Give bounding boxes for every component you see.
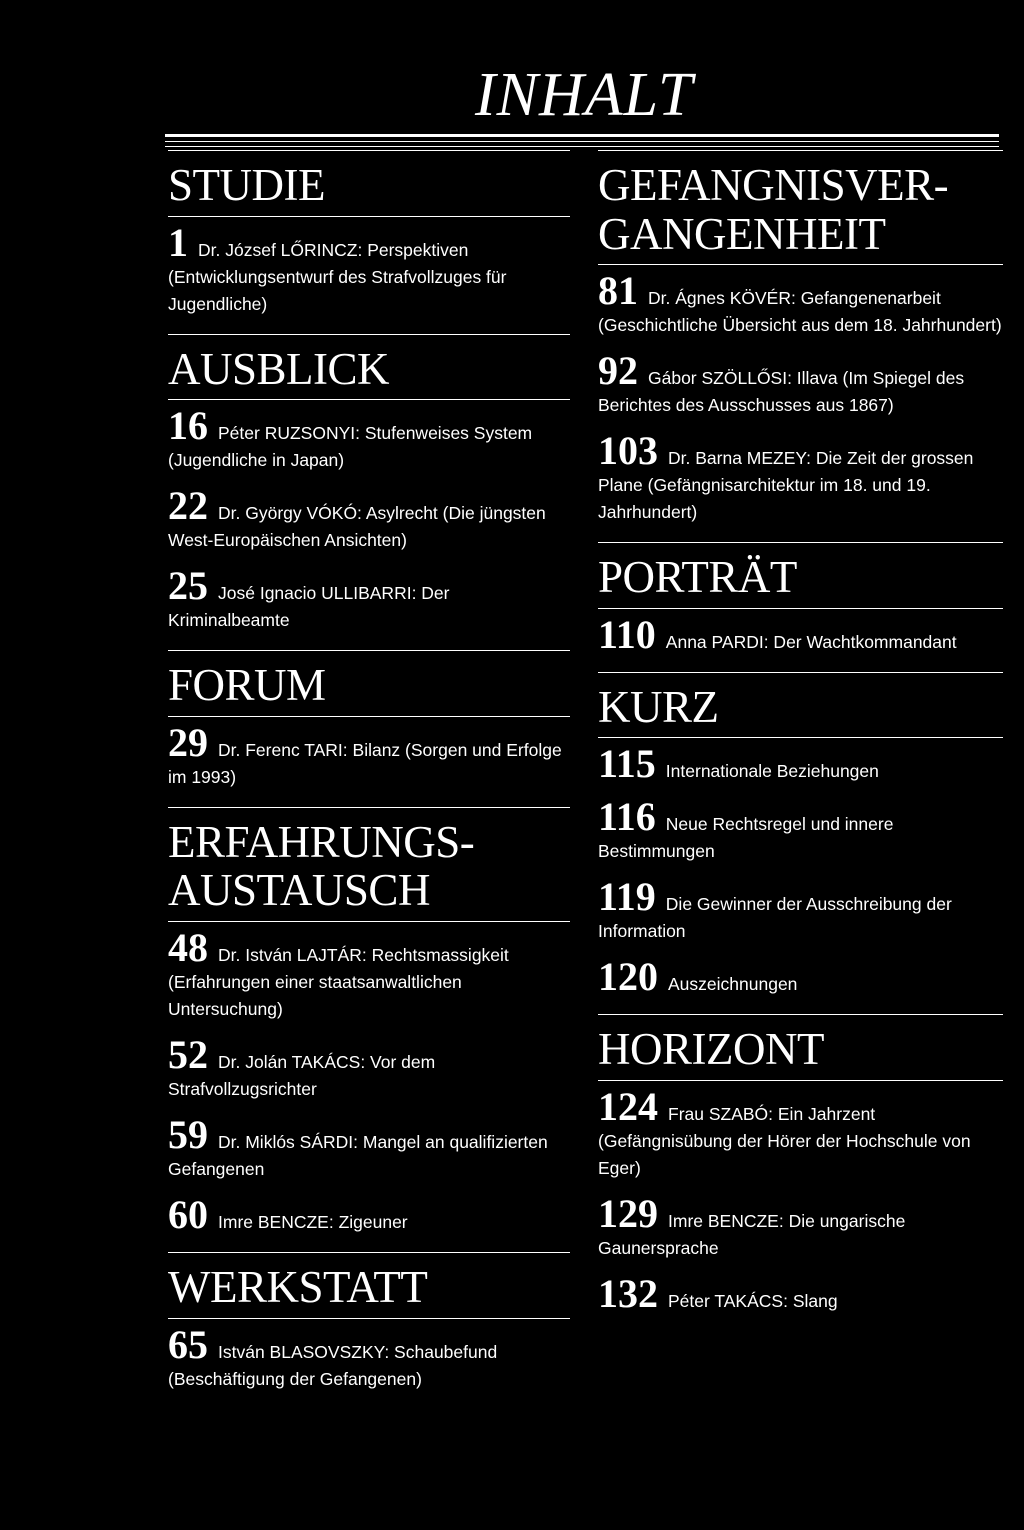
toc-page-number: 103 (598, 428, 658, 474)
toc-page-number: 48 (168, 924, 208, 970)
section-heading-forum (168, 651, 570, 716)
toc-entry (598, 791, 1003, 871)
section-heading-line: GANGENHEIT (598, 208, 886, 259)
toc-entry (168, 560, 570, 640)
section-heading-line: KURZ (598, 681, 719, 732)
toc-entry (598, 425, 1003, 532)
section-heading-line: ERFAHRUNGS- (168, 816, 475, 867)
toc-entry (598, 1188, 1003, 1268)
toc-page-number: 81 (598, 268, 638, 314)
toc-entry (168, 480, 570, 560)
toc-entry-text: Imre BENCZE: Die ungarische Gaunersprache (598, 1210, 906, 1258)
toc-entry (598, 738, 1003, 791)
toc-entry (168, 1189, 570, 1242)
section-heading-line: GEFANGNISVER- (598, 160, 949, 210)
toc-entry (168, 1109, 570, 1189)
toc-page-number: 59 (168, 1111, 208, 1157)
toc-entry (598, 871, 1003, 951)
toc-page-number: 120 (598, 954, 658, 1000)
toc-page-number: 65 (168, 1321, 208, 1367)
toc-entry-text: Dr. István LAJTÁR: Rechtsmassigkeit (Erfahrungen einer staatsanwaltlichen Untersuchung) (168, 944, 509, 1019)
toc-entry-text: Péter TAKÁCS: Slang (668, 1290, 838, 1311)
page-title: INHALT (475, 61, 694, 129)
toc-page-number: 115 (598, 741, 656, 787)
section-heading-line: HORIZONT (598, 1024, 824, 1075)
toc-entry (598, 951, 1003, 1004)
section-heading-ausblick (168, 335, 570, 400)
toc-entry-text: Frau SZABÓ: Ein Jahrzent (Gefängnisübung der Hörer der Hochschule von Eger) (598, 1103, 971, 1178)
section-heading-gefangnisver-gangenheit (598, 151, 1003, 264)
section-heading-line: WERKSTATT (168, 1261, 428, 1312)
toc-entry (168, 400, 570, 480)
toc-entry-text: Dr. Ferenc TARI: Bilanz (Sorgen und Erfolge im 1993) (168, 739, 562, 787)
toc-entry (168, 922, 570, 1029)
toc-entry-text: Anna PARDI: Der Wachtkommandant (665, 631, 957, 652)
toc-page-number: 1 (168, 219, 188, 265)
toc-entry (598, 265, 1003, 345)
toc-entry-text: Dr. Jolán TAKÁCS: Vor dem Strafvollzugsrichter (168, 1051, 436, 1099)
toc-entry (598, 345, 1003, 425)
toc-page-number: 92 (598, 348, 638, 394)
toc-entry-text: Internationale Beziehungen (665, 761, 879, 782)
toc-page-number: 119 (598, 874, 656, 920)
section-heading-studie (168, 151, 570, 216)
section-heading-portr-t (598, 543, 1003, 608)
toc-entry-text: Die Gewinner der Ausschreibung der Information (598, 894, 952, 942)
title-rule-thin (165, 141, 999, 142)
toc-page-number: 132 (598, 1270, 658, 1316)
section-heading-line: PORTRÄT (598, 552, 797, 603)
toc-entry-text: Auszeichnungen (668, 974, 798, 995)
toc-entry (168, 717, 570, 797)
toc-entry-text: Imre BENCZE: Zigeuner (218, 1211, 408, 1232)
toc-entry (168, 1029, 570, 1109)
toc-entry (168, 1319, 570, 1399)
toc-entry-text: Gábor SZÖLLŐSI: Illava (Im Spiegel des Berichtes des Ausschusses aus 1867) (598, 368, 965, 416)
title-rule-thick (165, 134, 999, 137)
toc-entry-text: Dr. Barna MEZEY: Die Zeit der grossen Plane (Gefängnisarchitektur im 18. und 19. Jahrhundert) (598, 448, 974, 523)
title-rule-thin (165, 146, 999, 147)
toc-entry-text: Dr. Ágnes KÖVÉR: Gefangenenarbeit (Geschichtliche Übersicht aus dem 18. Jahrhundert) (598, 288, 1002, 336)
toc-entry-text: José Ignacio ULLIBARRI: Der Kriminalbeamte (168, 583, 450, 631)
toc-entry-text: Péter RUZSONYI: Stufenweises System (Jugendliche in Japan) (168, 423, 533, 471)
section-heading-line: STUDIE (168, 160, 325, 210)
toc-page-number: 129 (598, 1190, 658, 1236)
section-heading-line: AUSTAUSCH (168, 865, 430, 916)
section-heading-line: FORUM (168, 660, 326, 711)
toc-page-number: 124 (598, 1083, 658, 1129)
left-column (168, 150, 570, 1409)
right-column (598, 150, 1003, 1331)
toc-page-number: 22 (168, 483, 208, 529)
section-heading-line: AUSBLICK (168, 343, 390, 394)
toc-entry (168, 217, 570, 324)
toc-page-number: 110 (598, 611, 656, 657)
toc-page-number: 25 (168, 563, 208, 609)
toc-entry-text: Dr. György VÓKÓ: Asylrecht (Die jüngsten West-Europäischen Ansichten) (168, 503, 546, 551)
section-heading-erfahrungs-austausch (168, 808, 570, 921)
toc-entry-text: Dr. Miklós SÁRDI: Mangel an qualifizierten Gefangenen (168, 1131, 548, 1179)
toc-entry-text: Dr. József LŐRINCZ: Perspektiven (Entwicklungsentwurf des Strafvollzuges für Jugendliche) (168, 239, 507, 314)
toc-entry-text: Neue Rechtsregel und innere Bestimmungen (598, 814, 894, 862)
toc-page-number: 116 (598, 794, 656, 840)
toc-entry (598, 1268, 1003, 1321)
toc-entry (598, 609, 1003, 662)
section-heading-kurz (598, 673, 1003, 738)
toc-page-number: 60 (168, 1191, 208, 1237)
toc-page-number: 29 (168, 719, 208, 765)
toc-page-number: 16 (168, 403, 208, 449)
toc-page-number: 52 (168, 1031, 208, 1077)
toc-entry (598, 1081, 1003, 1188)
section-heading-werkstatt (168, 1253, 570, 1318)
toc-entry-text: István BLASOVSZKY: Schaubefund (Beschäftigung der Gefangenen) (168, 1341, 498, 1389)
section-heading-horizont (598, 1015, 1003, 1080)
